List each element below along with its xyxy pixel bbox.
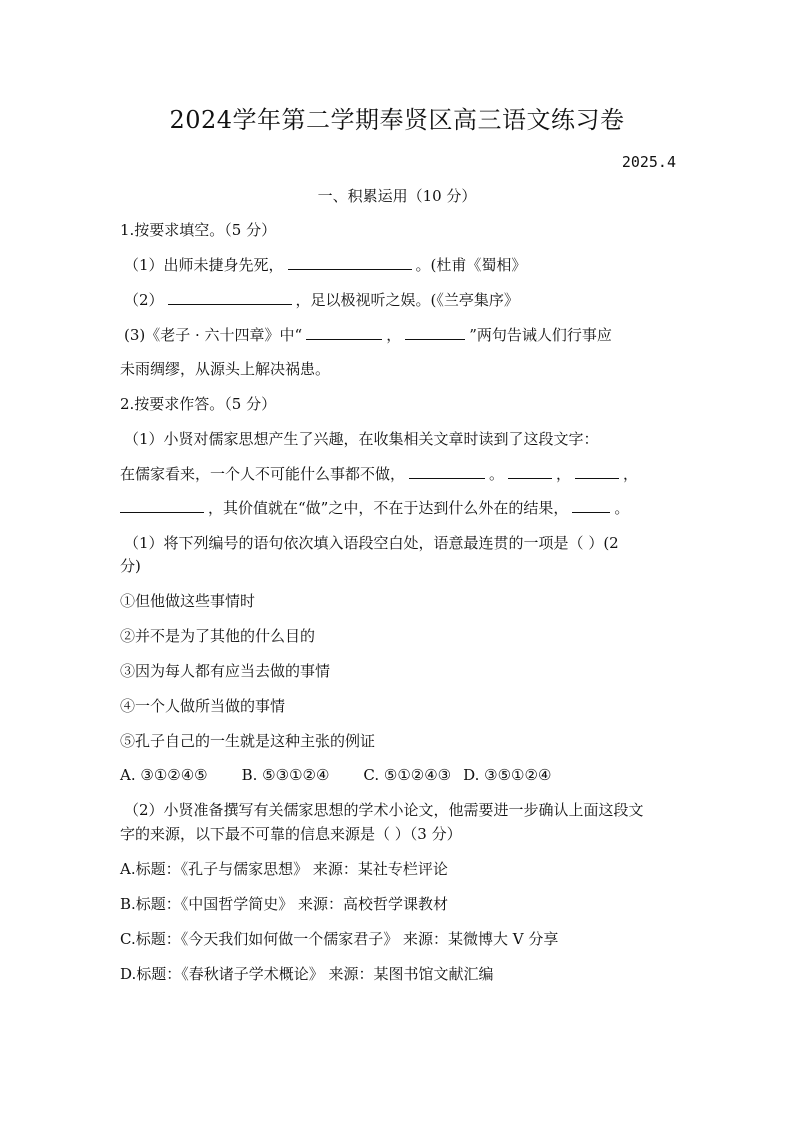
q1-heading: 1.按要求填空。（5 分） — [120, 221, 277, 239]
source-option-d[interactable]: D.标题：《春秋诸子学术概论》 来源：某图书馆文献汇编 — [120, 965, 494, 983]
q1-item2 — [124, 290, 519, 310]
choice-a[interactable]: A. ③①②④⑤ — [120, 766, 208, 784]
page-title: 2024学年第二学期奉贤区高三语文练习卷 — [169, 106, 625, 134]
answer-blank[interactable] — [288, 255, 412, 270]
passage-part-f: 。 — [614, 499, 630, 517]
q1-item1 — [124, 255, 526, 275]
passage-part-b: 。 — [489, 465, 505, 483]
option-item: ②并不是为了其他的什么目的 — [120, 627, 316, 645]
option-item: ①但他做这些事情时 — [120, 592, 256, 610]
section-heading: 一、积累运用（10 分） — [317, 187, 477, 205]
choice-d[interactable]: D. ③⑤①②④ — [463, 766, 552, 784]
q1-item3-line2: 未雨绸缪，从源头上解决祸患。 — [120, 360, 331, 378]
q1-item3-mid: ， — [386, 326, 402, 344]
passage-part-d: ， — [623, 465, 639, 483]
q2-intro: （1）小贤对儒家思想产生了兴趣，在收集相关文章时读到了这段文字： — [124, 430, 599, 448]
passage-part-a: 在儒家看来，一个人不可能什么事都不做， — [120, 465, 406, 483]
q2-passage-line1 — [120, 464, 638, 484]
q1-item2-pre: （2） — [124, 291, 164, 309]
answer-choices — [120, 765, 583, 785]
passage-part-c: ， — [556, 465, 572, 483]
answer-blank[interactable] — [168, 290, 292, 305]
q1-item3-pre: (3)《老子 · 六十四章》中“ — [124, 326, 303, 344]
q2-sub1-line2: 分) — [120, 557, 141, 575]
q2-heading: 2.按要求作答。（5 分） — [120, 395, 277, 413]
q1-item1-post: 。(杜甫《蜀相》 — [415, 256, 527, 274]
q1-item2-post: ，足以极视听之娱。(《兰亭集序》 — [295, 291, 519, 309]
passage-part-e: ，其价值就在“做”之中，不在于达到什么外在的结果， — [208, 499, 569, 517]
source-option-a[interactable]: A.标题：《孔子与儒家思想》 来源：某社专栏评论 — [120, 860, 448, 878]
passage-blank[interactable] — [508, 464, 552, 479]
passage-blank[interactable] — [575, 464, 619, 479]
q2-sub2-line1: （2）小贤准备撰写有关儒家思想的学术小论文，他需要进一步确认上面这段文 — [124, 801, 644, 819]
choice-c[interactable]: C. ⑤①②④③ — [363, 766, 452, 784]
answer-blank[interactable] — [306, 325, 382, 340]
q2-sub2-line2: 字的来源，以下最不可靠的信息来源是（ ）（3 分） — [120, 825, 462, 843]
option-item: ④一个人做所当做的事情 — [120, 697, 286, 715]
q1-item3 — [124, 325, 612, 345]
passage-blank[interactable] — [572, 498, 610, 513]
passage-blank[interactable] — [120, 498, 204, 513]
exam-date: 2025.4 — [621, 153, 676, 171]
source-option-c[interactable]: C.标题：《今天我们如何做一个儒家君子》 来源：某微博大 V 分享 — [120, 930, 559, 948]
option-item: ③因为每人都有应当去做的事情 — [120, 662, 331, 680]
q1-item1-pre: （1）出师未捷身先死， — [124, 256, 284, 274]
choice-b[interactable]: B. ⑤③①②④ — [241, 766, 330, 784]
passage-blank[interactable] — [409, 464, 485, 479]
q2-passage-line2 — [120, 498, 629, 518]
option-item: ⑤孔子自己的一生就是这种主张的例证 — [120, 732, 376, 750]
q2-sub1-line1: （1）将下列编号的语句依次填入语段空白处，语意最连贯的一项是（ ）(2 — [124, 534, 619, 552]
q1-item3-post: ”两句告诫人们行事应 — [469, 326, 612, 344]
answer-blank[interactable] — [405, 325, 465, 340]
source-option-b[interactable]: B.标题：《中国哲学简史》 来源：高校哲学课教材 — [120, 895, 449, 913]
